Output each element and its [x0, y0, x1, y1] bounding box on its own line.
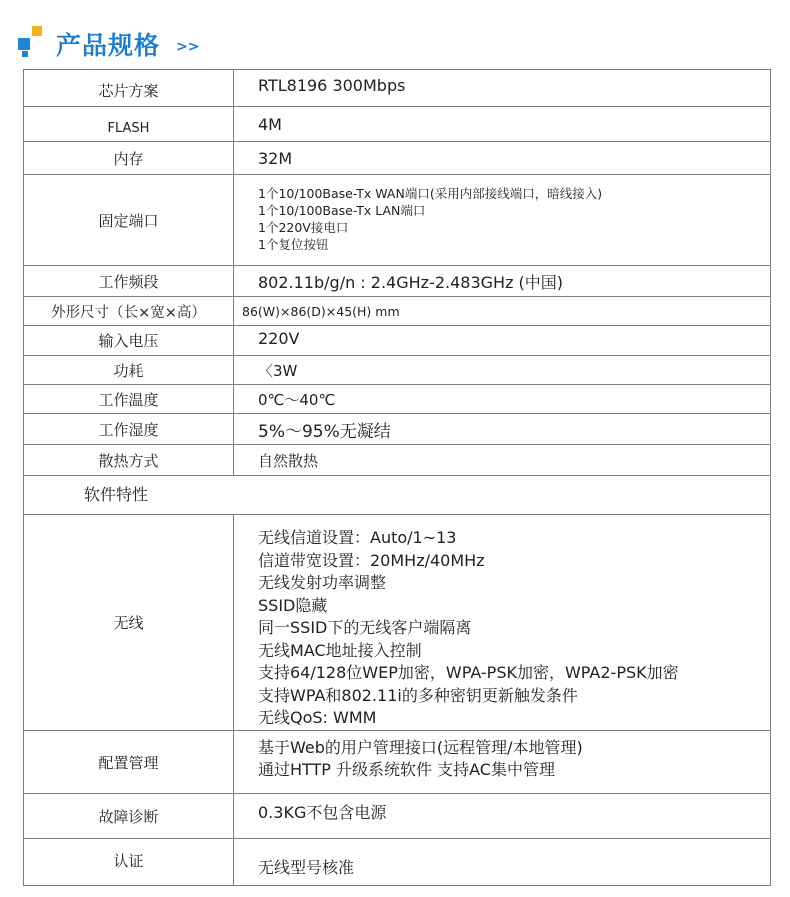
row-value-size: 86(W)×86(D)×45(H) mm: [234, 297, 771, 326]
wireless-feature: 同一SSID下的无线客户端隔离: [258, 618, 472, 637]
row-value-memory: 32M: [234, 142, 771, 175]
row-key-wireless: 无线: [24, 515, 234, 731]
row-key-memory: 内存: [24, 142, 234, 175]
table-row: [24, 414, 771, 445]
section-header: [14, 22, 774, 62]
config-line: 通过HTTP 升级系统软件 支持AC集中管理: [258, 760, 555, 779]
row-key-band: 工作频段: [24, 266, 234, 297]
wireless-feature: 无线信道设置：Auto/1~13: [258, 528, 457, 547]
wireless-feature: 无线QoS: WMM: [258, 708, 377, 727]
table-row: [24, 266, 771, 297]
row-key-ports: 固定端口: [24, 175, 234, 266]
table-row: [24, 445, 771, 476]
row-value-power: 〈3W: [234, 356, 771, 385]
row-key-temp: 工作温度: [24, 385, 234, 414]
table-row: [24, 175, 771, 266]
row-value-wireless: [234, 515, 771, 731]
table-row: [24, 107, 771, 142]
row-value-humidity: 5%～95%无凝结: [234, 414, 771, 445]
config-line: 基于Web的用户管理接口(远程管理/本地管理): [258, 738, 583, 757]
port-line: 1个复位按钮: [258, 237, 329, 252]
row-value-ports: [234, 175, 771, 266]
blocks-logo-icon: [14, 26, 48, 60]
table-row: [24, 326, 771, 356]
port-line: 1个10/100Base-Tx WAN端口(采用内部接线端口，暗线接入): [258, 186, 603, 201]
row-value-voltage: 220V: [234, 326, 771, 356]
section-software: 软件特性: [24, 476, 771, 515]
table-row: [24, 385, 771, 414]
port-line: 1个220V接电口: [258, 220, 349, 235]
wireless-feature: SSID隐藏: [258, 595, 328, 615]
wireless-feature: 无线MAC地址接入控制: [258, 640, 422, 660]
table-row: [24, 356, 771, 385]
row-value-config: [234, 731, 771, 794]
row-value-cooling: 自然散热: [234, 445, 771, 476]
wireless-feature: 无线发射功率调整: [258, 573, 387, 592]
row-value-band: 802.11b/g/n : 2.4GHz-2.483GHz (中国): [234, 266, 771, 297]
wireless-feature: 支持64/128位WEP加密，WPA-PSK加密，WPA2-PSK加密: [258, 663, 679, 682]
row-key-size: 外形尺寸（长×宽×高）: [24, 297, 234, 326]
table-row: [24, 794, 771, 839]
table-row: [24, 476, 771, 515]
table-row: [24, 515, 771, 731]
table-row: [24, 839, 771, 886]
table-row: [24, 731, 771, 794]
row-key-diagnosis: 故障诊断: [24, 794, 234, 839]
row-value-flash: 4M: [234, 107, 771, 142]
row-value-diagnosis: 0.3KG不包含电源: [234, 794, 771, 839]
row-key-config: 配置管理: [24, 731, 234, 794]
section-title: 产品规格: [56, 31, 161, 60]
row-key-power: 功耗: [24, 356, 234, 385]
table-row: [24, 297, 771, 326]
table-row: [24, 142, 771, 175]
row-key-humidity: 工作湿度: [24, 414, 234, 445]
table-row: [24, 70, 771, 107]
port-line: 1个10/100Base-Tx LAN端口: [258, 203, 426, 218]
row-value-cert: 无线型号核准: [234, 839, 771, 886]
row-value-chip: RTL8196 300Mbps: [234, 70, 771, 107]
wireless-feature: 信道带宽设置：20MHz/40MHz: [258, 550, 485, 570]
spec-table: [23, 69, 771, 886]
double-chevron-icon: >>: [176, 39, 200, 55]
wireless-feature: 支持WPA和802.11i的多种密钥更新触发条件: [258, 685, 578, 705]
row-key-flash: FLASH: [24, 107, 234, 142]
row-key-voltage: 输入电压: [24, 326, 234, 356]
row-key-chip: 芯片方案: [24, 70, 234, 107]
row-key-cooling: 散热方式: [24, 445, 234, 476]
row-key-cert: 认证: [24, 839, 234, 886]
row-value-temp: 0℃～40℃: [234, 385, 771, 414]
